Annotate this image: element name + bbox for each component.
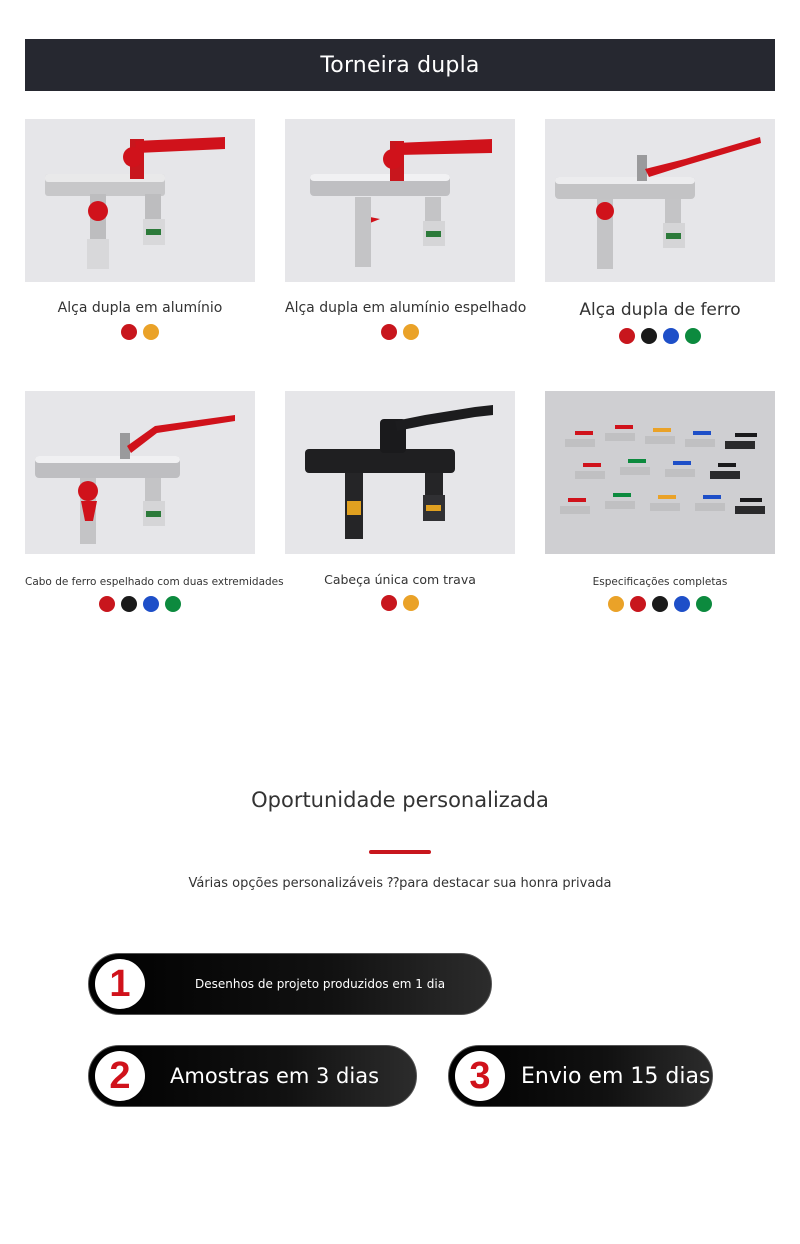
product-card[interactable]: [285, 391, 515, 611]
step-text: Envio em 15 dias: [521, 1063, 711, 1089]
color-swatch[interactable]: [99, 596, 115, 612]
step-text: Desenhos de projeto produzidos em 1 dia: [195, 977, 446, 991]
product-label: Alça dupla em alumínio: [57, 300, 223, 316]
color-swatch[interactable]: [608, 596, 624, 612]
color-options: [25, 324, 255, 340]
color-swatch[interactable]: [403, 595, 419, 611]
banner-title: Torneira dupla: [320, 52, 480, 78]
product-card[interactable]: [545, 391, 775, 612]
product-card[interactable]: [285, 119, 527, 340]
step-2-pill: [88, 1045, 417, 1107]
step-number: 2: [95, 1051, 145, 1101]
product-image[interactable]: [285, 119, 515, 282]
product-label: Alça dupla em alumínio espelhado: [285, 300, 527, 316]
color-swatch[interactable]: [381, 324, 397, 340]
product-image[interactable]: [25, 119, 255, 282]
title-divider: [369, 850, 431, 854]
step-text: Amostras em 3 dias: [170, 1064, 380, 1088]
color-options: [545, 328, 775, 344]
color-swatch[interactable]: [381, 595, 397, 611]
color-swatch[interactable]: [652, 596, 668, 612]
color-options: [285, 595, 515, 611]
page-title-banner: [25, 39, 775, 91]
product-card[interactable]: [25, 391, 284, 612]
step-3-pill: [448, 1045, 713, 1107]
product-image[interactable]: [285, 391, 515, 554]
product-label: Alça dupla de ferro: [579, 300, 741, 320]
product-card[interactable]: [545, 119, 775, 344]
color-options: [25, 596, 255, 612]
color-options: [545, 596, 775, 612]
color-swatch[interactable]: [121, 596, 137, 612]
color-swatch[interactable]: [674, 596, 690, 612]
color-swatch[interactable]: [641, 328, 657, 344]
color-swatch[interactable]: [143, 324, 159, 340]
product-label: Cabeça única com trava: [324, 572, 476, 587]
section-subtitle: Várias opções personalizáveis ⁇para destacar sua honra privada: [188, 876, 612, 891]
color-swatch[interactable]: [143, 596, 159, 612]
color-swatch[interactable]: [403, 324, 419, 340]
color-swatch[interactable]: [165, 596, 181, 612]
color-swatch[interactable]: [663, 328, 679, 344]
color-swatch[interactable]: [696, 596, 712, 612]
step-number: 1: [95, 959, 145, 1009]
color-swatch[interactable]: [121, 324, 137, 340]
product-image[interactable]: [545, 119, 775, 282]
color-swatch[interactable]: [685, 328, 701, 344]
color-swatch[interactable]: [619, 328, 635, 344]
product-label: Cabo de ferro espelhado com duas extremidades: [25, 576, 284, 588]
product-image[interactable]: [545, 391, 775, 554]
color-swatch[interactable]: [630, 596, 646, 612]
section-title: Oportunidade personalizada: [251, 788, 549, 812]
product-label: Especificações completas: [592, 576, 728, 588]
product-card[interactable]: [25, 119, 255, 340]
product-image[interactable]: [25, 391, 255, 554]
step-number: 3: [455, 1051, 505, 1101]
step-1-pill: [88, 953, 492, 1015]
color-options: [285, 324, 515, 340]
